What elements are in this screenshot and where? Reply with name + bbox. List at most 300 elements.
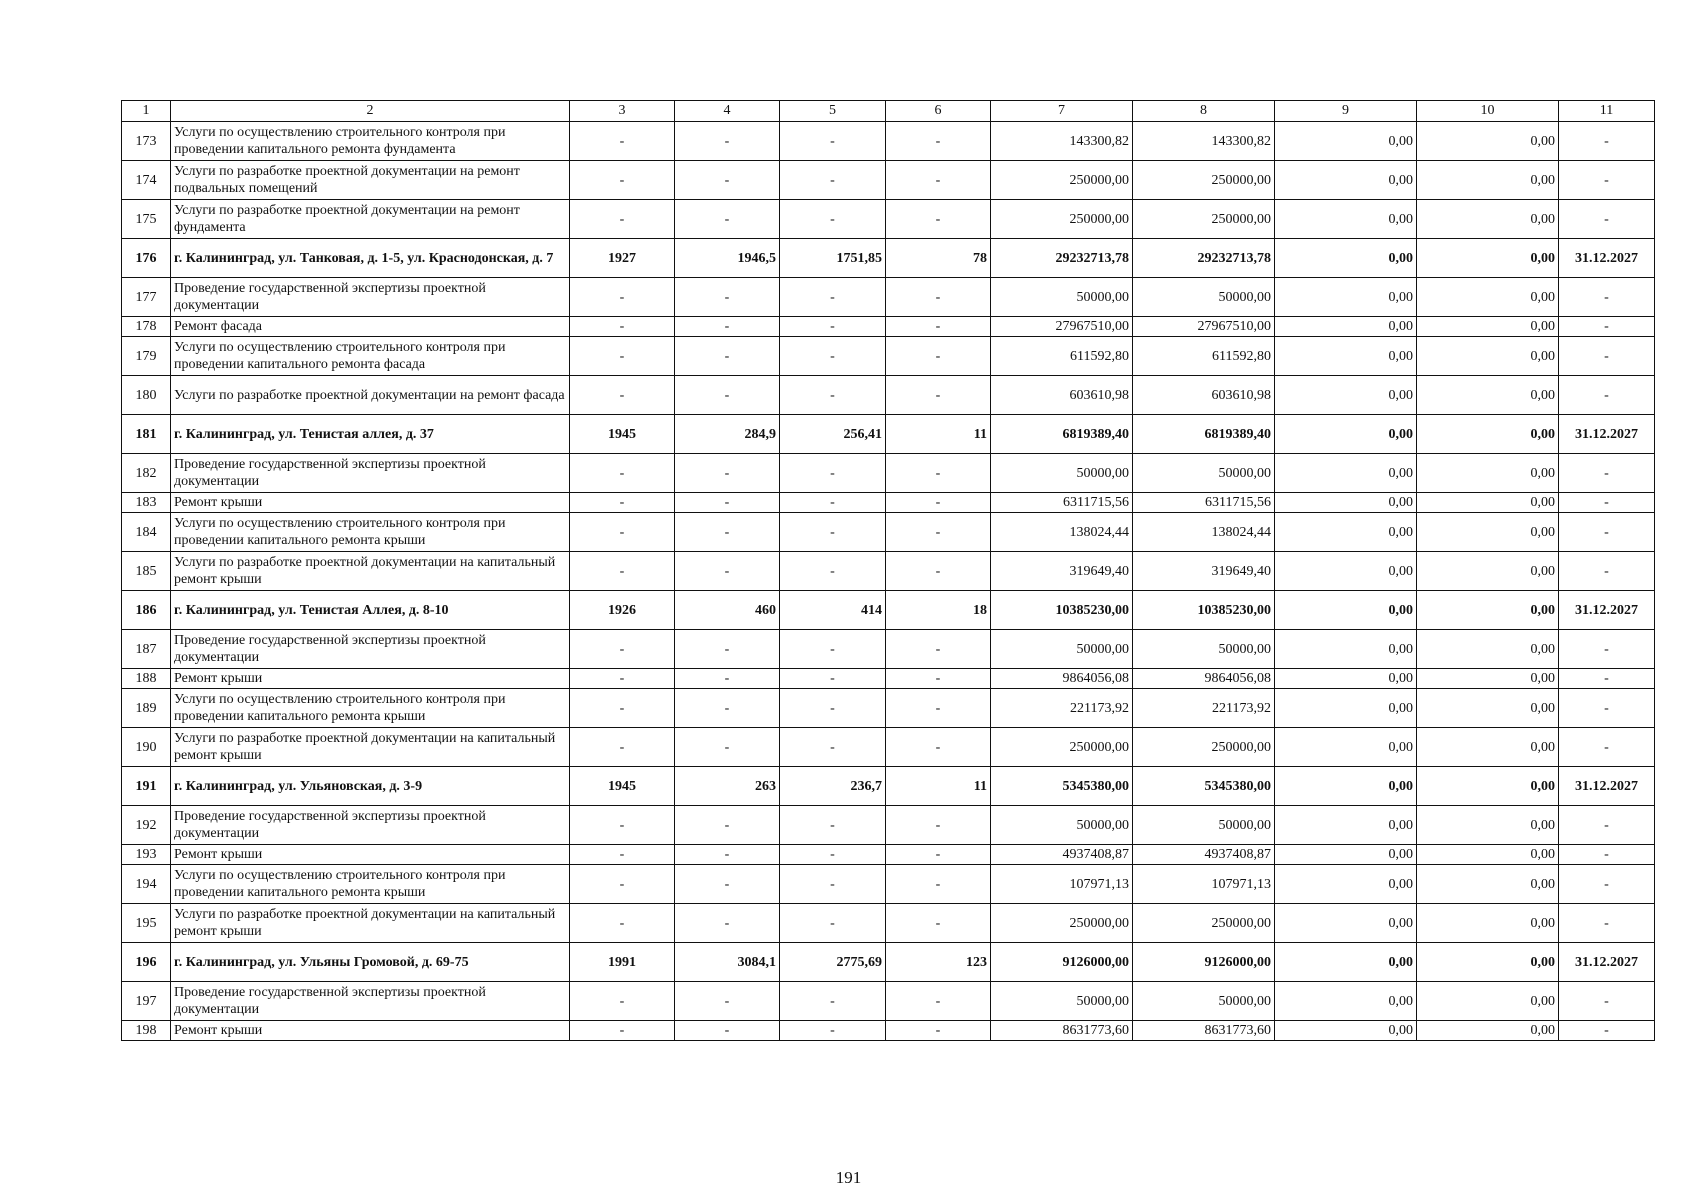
header-cell: 8 xyxy=(1133,101,1275,122)
cost-budget-cell: 0,00 xyxy=(1275,845,1417,865)
deadline-cell: - xyxy=(1559,982,1655,1021)
area-living-cell: - xyxy=(780,376,886,415)
deadline-cell: 31.12.2027 xyxy=(1559,239,1655,278)
cost-fund-cell: 9864056,08 xyxy=(1133,669,1275,689)
table-row xyxy=(122,161,1655,200)
cost-owner-cell: 0,00 xyxy=(1417,552,1559,591)
header-cell: 2 xyxy=(171,101,570,122)
cost-fund-cell: 603610,98 xyxy=(1133,376,1275,415)
cost-total-cell: 8631773,60 xyxy=(991,1021,1133,1041)
table-row xyxy=(122,122,1655,161)
row-name: Ремонт крыши xyxy=(171,493,570,513)
row-number: 177 xyxy=(122,278,171,317)
cost-fund-cell: 611592,80 xyxy=(1133,337,1275,376)
row-number: 196 xyxy=(122,943,171,982)
row-name: Услуги по разработке проектной документации на ремонт фундамента xyxy=(171,200,570,239)
deadline-cell: - xyxy=(1559,806,1655,845)
residents-cell: 11 xyxy=(886,415,991,454)
area-living-cell: - xyxy=(780,728,886,767)
deadline-cell: - xyxy=(1559,513,1655,552)
cost-fund-cell: 250000,00 xyxy=(1133,728,1275,767)
area-total-cell: - xyxy=(675,630,780,669)
residents-cell: - xyxy=(886,317,991,337)
cost-owner-cell: 0,00 xyxy=(1417,200,1559,239)
cost-owner-cell: 0,00 xyxy=(1417,943,1559,982)
header-cell: 7 xyxy=(991,101,1133,122)
residents-cell: 123 xyxy=(886,943,991,982)
row-name: Услуги по осуществлению строительного контроля при проведении капитального ремонта крыши xyxy=(171,513,570,552)
row-number: 180 xyxy=(122,376,171,415)
row-number: 192 xyxy=(122,806,171,845)
cost-budget-cell: 0,00 xyxy=(1275,239,1417,278)
cost-total-cell: 9864056,08 xyxy=(991,669,1133,689)
area-total-cell: - xyxy=(675,122,780,161)
area-total-cell: 1946,5 xyxy=(675,239,780,278)
row-number: 186 xyxy=(122,591,171,630)
area-total-cell: - xyxy=(675,982,780,1021)
area-total-cell: - xyxy=(675,337,780,376)
cost-owner-cell: 0,00 xyxy=(1417,493,1559,513)
cost-fund-cell: 6311715,56 xyxy=(1133,493,1275,513)
row-name: г. Калининград, ул. Ульяновская, д. 3-9 xyxy=(171,767,570,806)
area-total-cell: - xyxy=(675,454,780,493)
row-name: Проведение государственной экспертизы проектной документации xyxy=(171,278,570,317)
header-cell: 9 xyxy=(1275,101,1417,122)
row-name: Проведение государственной экспертизы проектной документации xyxy=(171,630,570,669)
table-row xyxy=(122,1021,1655,1041)
row-number: 185 xyxy=(122,552,171,591)
cost-budget-cell: 0,00 xyxy=(1275,415,1417,454)
row-name: г. Калининград, ул. Тенистая Аллея, д. 8-10 xyxy=(171,591,570,630)
area-living-cell: - xyxy=(780,122,886,161)
deadline-cell: - xyxy=(1559,161,1655,200)
area-total-cell: 460 xyxy=(675,591,780,630)
cost-fund-cell: 250000,00 xyxy=(1133,161,1275,200)
row-number: 191 xyxy=(122,767,171,806)
cost-budget-cell: 0,00 xyxy=(1275,1021,1417,1041)
area-living-cell: - xyxy=(780,513,886,552)
cost-total-cell: 319649,40 xyxy=(991,552,1133,591)
row-name: Услуги по осуществлению строительного контроля при проведении капитального ремонта фасада xyxy=(171,337,570,376)
deadline-cell: - xyxy=(1559,317,1655,337)
year-cell: 1991 xyxy=(570,943,675,982)
cost-budget-cell: 0,00 xyxy=(1275,591,1417,630)
cost-owner-cell: 0,00 xyxy=(1417,630,1559,669)
year-cell: - xyxy=(570,904,675,943)
table-row xyxy=(122,415,1655,454)
residents-cell: - xyxy=(886,552,991,591)
area-total-cell: - xyxy=(675,376,780,415)
area-living-cell: - xyxy=(780,278,886,317)
cost-total-cell: 50000,00 xyxy=(991,630,1133,669)
year-cell: 1926 xyxy=(570,591,675,630)
cost-owner-cell: 0,00 xyxy=(1417,767,1559,806)
row-name: г. Калининград, ул. Танковая, д. 1-5, ул. Краснодонская, д. 7 xyxy=(171,239,570,278)
row-name: Проведение государственной экспертизы проектной документации xyxy=(171,806,570,845)
cost-total-cell: 138024,44 xyxy=(991,513,1133,552)
deadline-cell: - xyxy=(1559,337,1655,376)
deadline-cell: - xyxy=(1559,122,1655,161)
year-cell: - xyxy=(570,806,675,845)
table-row xyxy=(122,552,1655,591)
deadline-cell: - xyxy=(1559,630,1655,669)
area-total-cell: - xyxy=(675,1021,780,1041)
year-cell: 1945 xyxy=(570,767,675,806)
residents-cell: - xyxy=(886,513,991,552)
cost-fund-cell: 50000,00 xyxy=(1133,982,1275,1021)
cost-fund-cell: 250000,00 xyxy=(1133,904,1275,943)
area-living-cell: - xyxy=(780,845,886,865)
residents-cell: - xyxy=(886,865,991,904)
row-number: 184 xyxy=(122,513,171,552)
deadline-cell: - xyxy=(1559,552,1655,591)
table-row xyxy=(122,454,1655,493)
cost-fund-cell: 319649,40 xyxy=(1133,552,1275,591)
cost-fund-cell: 50000,00 xyxy=(1133,630,1275,669)
cost-budget-cell: 0,00 xyxy=(1275,317,1417,337)
cost-total-cell: 250000,00 xyxy=(991,161,1133,200)
row-number: 195 xyxy=(122,904,171,943)
year-cell: - xyxy=(570,669,675,689)
year-cell: - xyxy=(570,337,675,376)
cost-fund-cell: 5345380,00 xyxy=(1133,767,1275,806)
area-total-cell: 263 xyxy=(675,767,780,806)
table-row xyxy=(122,865,1655,904)
year-cell: 1945 xyxy=(570,415,675,454)
row-number: 193 xyxy=(122,845,171,865)
row-name: Услуги по осуществлению строительного контроля при проведении капитального ремонта крыши xyxy=(171,865,570,904)
cost-total-cell: 6311715,56 xyxy=(991,493,1133,513)
area-living-cell: - xyxy=(780,865,886,904)
row-number: 197 xyxy=(122,982,171,1021)
cost-fund-cell: 27967510,00 xyxy=(1133,317,1275,337)
cost-budget-cell: 0,00 xyxy=(1275,669,1417,689)
cost-fund-cell: 4937408,87 xyxy=(1133,845,1275,865)
area-living-cell: - xyxy=(780,689,886,728)
cost-total-cell: 603610,98 xyxy=(991,376,1133,415)
residents-cell: - xyxy=(886,161,991,200)
row-number: 182 xyxy=(122,454,171,493)
area-living-cell: - xyxy=(780,1021,886,1041)
area-living-cell: - xyxy=(780,317,886,337)
cost-total-cell: 250000,00 xyxy=(991,728,1133,767)
table-row xyxy=(122,278,1655,317)
cost-total-cell: 143300,82 xyxy=(991,122,1133,161)
cost-owner-cell: 0,00 xyxy=(1417,591,1559,630)
cost-budget-cell: 0,00 xyxy=(1275,337,1417,376)
year-cell: - xyxy=(570,317,675,337)
row-number: 181 xyxy=(122,415,171,454)
cost-total-cell: 50000,00 xyxy=(991,454,1133,493)
cost-total-cell: 50000,00 xyxy=(991,806,1133,845)
year-cell: - xyxy=(570,161,675,200)
area-living-cell: - xyxy=(780,904,886,943)
residents-cell: - xyxy=(886,904,991,943)
cost-fund-cell: 50000,00 xyxy=(1133,806,1275,845)
area-living-cell: - xyxy=(780,200,886,239)
cost-owner-cell: 0,00 xyxy=(1417,239,1559,278)
cost-total-cell: 50000,00 xyxy=(991,982,1133,1021)
area-living-cell: - xyxy=(780,669,886,689)
row-number: 190 xyxy=(122,728,171,767)
cost-total-cell: 9126000,00 xyxy=(991,943,1133,982)
cost-fund-cell: 10385230,00 xyxy=(1133,591,1275,630)
area-living-cell: 236,7 xyxy=(780,767,886,806)
area-living-cell: - xyxy=(780,552,886,591)
cost-owner-cell: 0,00 xyxy=(1417,317,1559,337)
year-cell: - xyxy=(570,200,675,239)
row-number: 187 xyxy=(122,630,171,669)
document-table xyxy=(121,100,1655,1041)
year-cell: - xyxy=(570,865,675,904)
cost-owner-cell: 0,00 xyxy=(1417,689,1559,728)
row-name: Услуги по осуществлению строительного контроля при проведении капитального ремонта фундамента xyxy=(171,122,570,161)
cost-fund-cell: 138024,44 xyxy=(1133,513,1275,552)
cost-owner-cell: 0,00 xyxy=(1417,806,1559,845)
cost-owner-cell: 0,00 xyxy=(1417,669,1559,689)
year-cell: 1927 xyxy=(570,239,675,278)
residents-cell: 18 xyxy=(886,591,991,630)
table-row xyxy=(122,337,1655,376)
deadline-cell: - xyxy=(1559,728,1655,767)
cost-budget-cell: 0,00 xyxy=(1275,278,1417,317)
header-cell: 10 xyxy=(1417,101,1559,122)
row-number: 175 xyxy=(122,200,171,239)
cost-owner-cell: 0,00 xyxy=(1417,337,1559,376)
area-total-cell: - xyxy=(675,904,780,943)
cost-owner-cell: 0,00 xyxy=(1417,865,1559,904)
table-row xyxy=(122,200,1655,239)
cost-total-cell: 611592,80 xyxy=(991,337,1133,376)
residents-cell: - xyxy=(886,454,991,493)
cost-budget-cell: 0,00 xyxy=(1275,552,1417,591)
area-living-cell: - xyxy=(780,630,886,669)
cost-owner-cell: 0,00 xyxy=(1417,513,1559,552)
deadline-cell: - xyxy=(1559,1021,1655,1041)
row-number: 174 xyxy=(122,161,171,200)
year-cell: - xyxy=(570,454,675,493)
row-name: Ремонт крыши xyxy=(171,845,570,865)
cost-budget-cell: 0,00 xyxy=(1275,454,1417,493)
area-total-cell: - xyxy=(675,513,780,552)
residents-cell: - xyxy=(886,689,991,728)
year-cell: - xyxy=(570,376,675,415)
header-cell: 11 xyxy=(1559,101,1655,122)
row-number: 183 xyxy=(122,493,171,513)
row-name: Услуги по осуществлению строительного контроля при проведении капитального ремонта крыши xyxy=(171,689,570,728)
cost-budget-cell: 0,00 xyxy=(1275,767,1417,806)
row-number: 178 xyxy=(122,317,171,337)
area-total-cell: - xyxy=(675,493,780,513)
row-number: 189 xyxy=(122,689,171,728)
area-living-cell: - xyxy=(780,806,886,845)
row-name: Услуги по разработке проектной документации на капитальный ремонт крыши xyxy=(171,728,570,767)
area-living-cell: 256,41 xyxy=(780,415,886,454)
year-cell: - xyxy=(570,1021,675,1041)
table-row xyxy=(122,806,1655,845)
row-name: Услуги по разработке проектной документации на ремонт подвальных помещений xyxy=(171,161,570,200)
cost-budget-cell: 0,00 xyxy=(1275,376,1417,415)
cost-budget-cell: 0,00 xyxy=(1275,943,1417,982)
area-total-cell: - xyxy=(675,689,780,728)
cost-fund-cell: 50000,00 xyxy=(1133,454,1275,493)
table-row xyxy=(122,943,1655,982)
table-row xyxy=(122,591,1655,630)
cost-owner-cell: 0,00 xyxy=(1417,845,1559,865)
row-name: Услуги по разработке проектной документации на ремонт фасада xyxy=(171,376,570,415)
deadline-cell: 31.12.2027 xyxy=(1559,767,1655,806)
area-living-cell: - xyxy=(780,337,886,376)
deadline-cell: - xyxy=(1559,493,1655,513)
residents-cell: - xyxy=(886,337,991,376)
table-row xyxy=(122,239,1655,278)
year-cell: - xyxy=(570,982,675,1021)
cost-owner-cell: 0,00 xyxy=(1417,122,1559,161)
cost-total-cell: 10385230,00 xyxy=(991,591,1133,630)
row-name: Ремонт крыши xyxy=(171,669,570,689)
row-name: г. Калининград, ул. Тенистая аллея, д. 37 xyxy=(171,415,570,454)
area-total-cell: 3084,1 xyxy=(675,943,780,982)
area-living-cell: - xyxy=(780,161,886,200)
table-row xyxy=(122,317,1655,337)
cost-budget-cell: 0,00 xyxy=(1275,689,1417,728)
row-number: 188 xyxy=(122,669,171,689)
year-cell: - xyxy=(570,278,675,317)
cost-total-cell: 221173,92 xyxy=(991,689,1133,728)
area-living-cell: - xyxy=(780,493,886,513)
row-name: Проведение государственной экспертизы проектной документации xyxy=(171,454,570,493)
row-number: 179 xyxy=(122,337,171,376)
area-total-cell: - xyxy=(675,669,780,689)
cost-fund-cell: 107971,13 xyxy=(1133,865,1275,904)
row-name: Ремонт фасада xyxy=(171,317,570,337)
residents-cell: - xyxy=(886,806,991,845)
cost-fund-cell: 143300,82 xyxy=(1133,122,1275,161)
cost-total-cell: 4937408,87 xyxy=(991,845,1133,865)
area-total-cell: - xyxy=(675,806,780,845)
cost-budget-cell: 0,00 xyxy=(1275,630,1417,669)
year-cell: - xyxy=(570,552,675,591)
row-name: Проведение государственной экспертизы проектной документации xyxy=(171,982,570,1021)
residents-cell: - xyxy=(886,630,991,669)
row-name: Услуги по разработке проектной документации на капитальный ремонт крыши xyxy=(171,552,570,591)
cost-budget-cell: 0,00 xyxy=(1275,806,1417,845)
cost-owner-cell: 0,00 xyxy=(1417,454,1559,493)
cost-budget-cell: 0,00 xyxy=(1275,122,1417,161)
cost-owner-cell: 0,00 xyxy=(1417,728,1559,767)
header-cell: 6 xyxy=(886,101,991,122)
cost-budget-cell: 0,00 xyxy=(1275,200,1417,239)
cost-budget-cell: 0,00 xyxy=(1275,982,1417,1021)
cost-fund-cell: 9126000,00 xyxy=(1133,943,1275,982)
area-total-cell: - xyxy=(675,200,780,239)
area-living-cell: 2775,69 xyxy=(780,943,886,982)
residents-cell: - xyxy=(886,200,991,239)
cost-owner-cell: 0,00 xyxy=(1417,278,1559,317)
cost-owner-cell: 0,00 xyxy=(1417,376,1559,415)
cost-total-cell: 5345380,00 xyxy=(991,767,1133,806)
deadline-cell: - xyxy=(1559,454,1655,493)
area-living-cell: - xyxy=(780,454,886,493)
cost-fund-cell: 6819389,40 xyxy=(1133,415,1275,454)
year-cell: - xyxy=(570,845,675,865)
deadline-cell: - xyxy=(1559,200,1655,239)
deadline-cell: - xyxy=(1559,376,1655,415)
table-row xyxy=(122,669,1655,689)
year-cell: - xyxy=(570,513,675,552)
cost-budget-cell: 0,00 xyxy=(1275,728,1417,767)
row-number: 194 xyxy=(122,865,171,904)
page-number: 191 xyxy=(835,1168,862,1187)
residents-cell: - xyxy=(886,845,991,865)
cost-owner-cell: 0,00 xyxy=(1417,904,1559,943)
table-row xyxy=(122,904,1655,943)
residents-cell: - xyxy=(886,982,991,1021)
deadline-cell: - xyxy=(1559,278,1655,317)
residents-cell: 11 xyxy=(886,767,991,806)
table-row xyxy=(122,982,1655,1021)
year-cell: - xyxy=(570,689,675,728)
deadline-cell: 31.12.2027 xyxy=(1559,943,1655,982)
residents-cell: - xyxy=(886,376,991,415)
cost-owner-cell: 0,00 xyxy=(1417,161,1559,200)
cost-total-cell: 27967510,00 xyxy=(991,317,1133,337)
row-name: Ремонт крыши xyxy=(171,1021,570,1041)
area-living-cell: 414 xyxy=(780,591,886,630)
deadline-cell: 31.12.2027 xyxy=(1559,591,1655,630)
table-row xyxy=(122,376,1655,415)
area-total-cell: - xyxy=(675,317,780,337)
table-row xyxy=(122,767,1655,806)
cost-budget-cell: 0,00 xyxy=(1275,493,1417,513)
header-cell: 1 xyxy=(122,101,171,122)
cost-budget-cell: 0,00 xyxy=(1275,865,1417,904)
cost-total-cell: 250000,00 xyxy=(991,904,1133,943)
residents-cell: - xyxy=(886,278,991,317)
area-total-cell: - xyxy=(675,278,780,317)
row-number: 176 xyxy=(122,239,171,278)
cost-owner-cell: 0,00 xyxy=(1417,982,1559,1021)
residents-cell: - xyxy=(886,1021,991,1041)
cost-budget-cell: 0,00 xyxy=(1275,904,1417,943)
cost-fund-cell: 29232713,78 xyxy=(1133,239,1275,278)
cost-total-cell: 50000,00 xyxy=(991,278,1133,317)
row-number: 198 xyxy=(122,1021,171,1041)
year-cell: - xyxy=(570,122,675,161)
residents-cell: 78 xyxy=(886,239,991,278)
cost-total-cell: 250000,00 xyxy=(991,200,1133,239)
cost-budget-cell: 0,00 xyxy=(1275,161,1417,200)
deadline-cell: - xyxy=(1559,845,1655,865)
deadline-cell: - xyxy=(1559,904,1655,943)
area-living-cell: - xyxy=(780,982,886,1021)
residents-cell: - xyxy=(886,728,991,767)
table-row xyxy=(122,689,1655,728)
residents-cell: - xyxy=(886,669,991,689)
area-total-cell: - xyxy=(675,552,780,591)
area-total-cell: - xyxy=(675,728,780,767)
table-row xyxy=(122,493,1655,513)
area-total-cell: 284,9 xyxy=(675,415,780,454)
cost-total-cell: 6819389,40 xyxy=(991,415,1133,454)
cost-fund-cell: 50000,00 xyxy=(1133,278,1275,317)
table-row xyxy=(122,630,1655,669)
deadline-cell: - xyxy=(1559,689,1655,728)
row-name: Услуги по разработке проектной документации на капитальный ремонт крыши xyxy=(171,904,570,943)
year-cell: - xyxy=(570,728,675,767)
cost-budget-cell: 0,00 xyxy=(1275,513,1417,552)
year-cell: - xyxy=(570,493,675,513)
